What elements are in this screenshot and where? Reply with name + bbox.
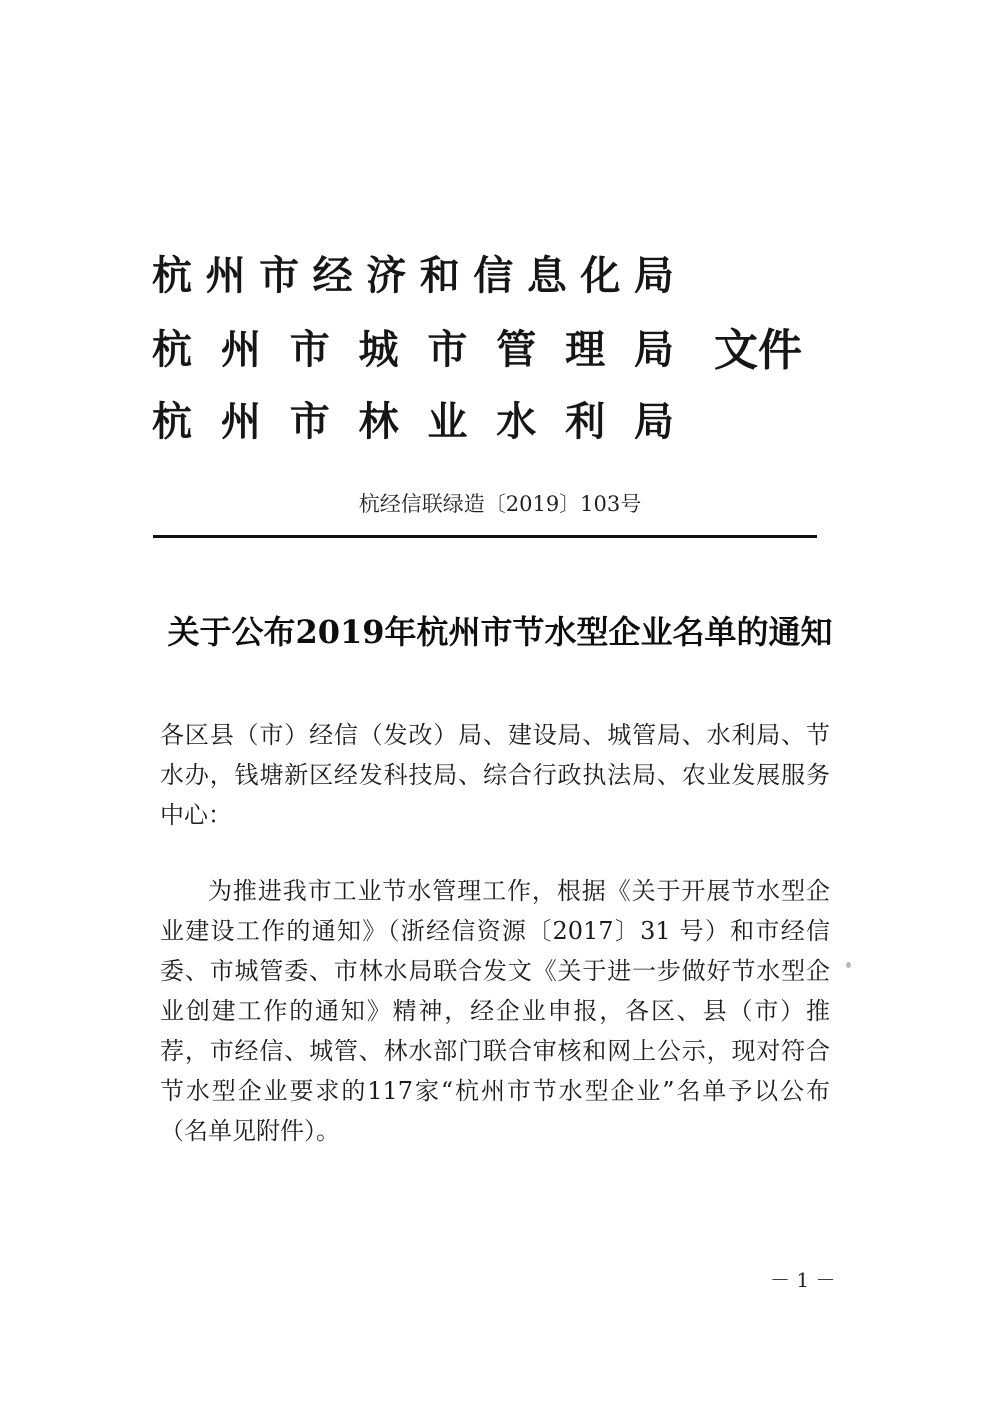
issuer-char: 林 [358,397,399,445]
file-label: 文件 [714,325,802,376]
issuer-char: 济 [366,251,407,299]
body-paragraph-1: 为推进我市工业节水管理工作，根据《关于开展节水型企业建设工作的通知》（浙经信资源〔2017〕31 号）和市经信委、市城管委、市林水局联合发文《关于进一步做好节水型企业创建工作的通知》精神，经企业申报，各区、县（市）推荐，市经信、城管、林水部门联合审核和网上公示，现对符合节水型企业要求的117家“杭州市节水型企业”名单予以公布（名单见附件）。 [160,877,830,1145]
issuer-name-1 [152,244,674,301]
issuer-char: 利 [565,397,606,445]
issuer-char: 息 [526,251,567,299]
issuer-char: 局 [633,397,674,445]
issuer-char: 市 [259,251,300,299]
issuer-row-3 [152,388,674,448]
issuer-char: 经 [312,251,353,299]
issuer-char: 杭 [152,325,192,373]
issuer-char: 局 [633,325,674,373]
recipients: 各区县（市）经信（发改）局、建设局、城管局、水利局、节水办，钱塘新区经发科技局、综合行政执法局、农业发展服务中心： [160,721,830,829]
document-title: 关于公布2019年杭州市节水型企业名单的通知 [167,613,833,651]
issuer-char: 杭 [152,251,192,299]
issuer-char: 市 [427,325,468,373]
issuer-char: 州 [205,251,246,299]
issuer-char: 市 [289,397,330,445]
issuer-char: 管 [496,325,537,373]
page-number: － 1 － [770,1268,836,1292]
issuer-char: 杭 [152,397,192,445]
issuer-char: 信 [473,251,514,299]
issuer-char: 州 [220,397,261,445]
issuer-row-1 [152,242,674,302]
document-number: 杭经信联绿造〔2019〕103号 [358,492,642,516]
issuer-char: 局 [633,251,674,299]
scan-speck [846,962,851,968]
issuer-char: 州 [220,325,261,373]
issuer-char: 和 [419,251,460,299]
issuer-name-3 [152,390,674,447]
header-divider [153,535,817,538]
issuer-char: 城 [358,325,399,373]
issuer-row-2 [152,316,802,376]
issuer-char: 水 [496,397,537,445]
issuer-name-2 [152,318,674,375]
issuer-char: 化 [580,251,621,299]
issuer-char: 业 [427,397,468,445]
issuer-char: 市 [289,325,330,373]
issuer-char: 理 [565,325,606,373]
